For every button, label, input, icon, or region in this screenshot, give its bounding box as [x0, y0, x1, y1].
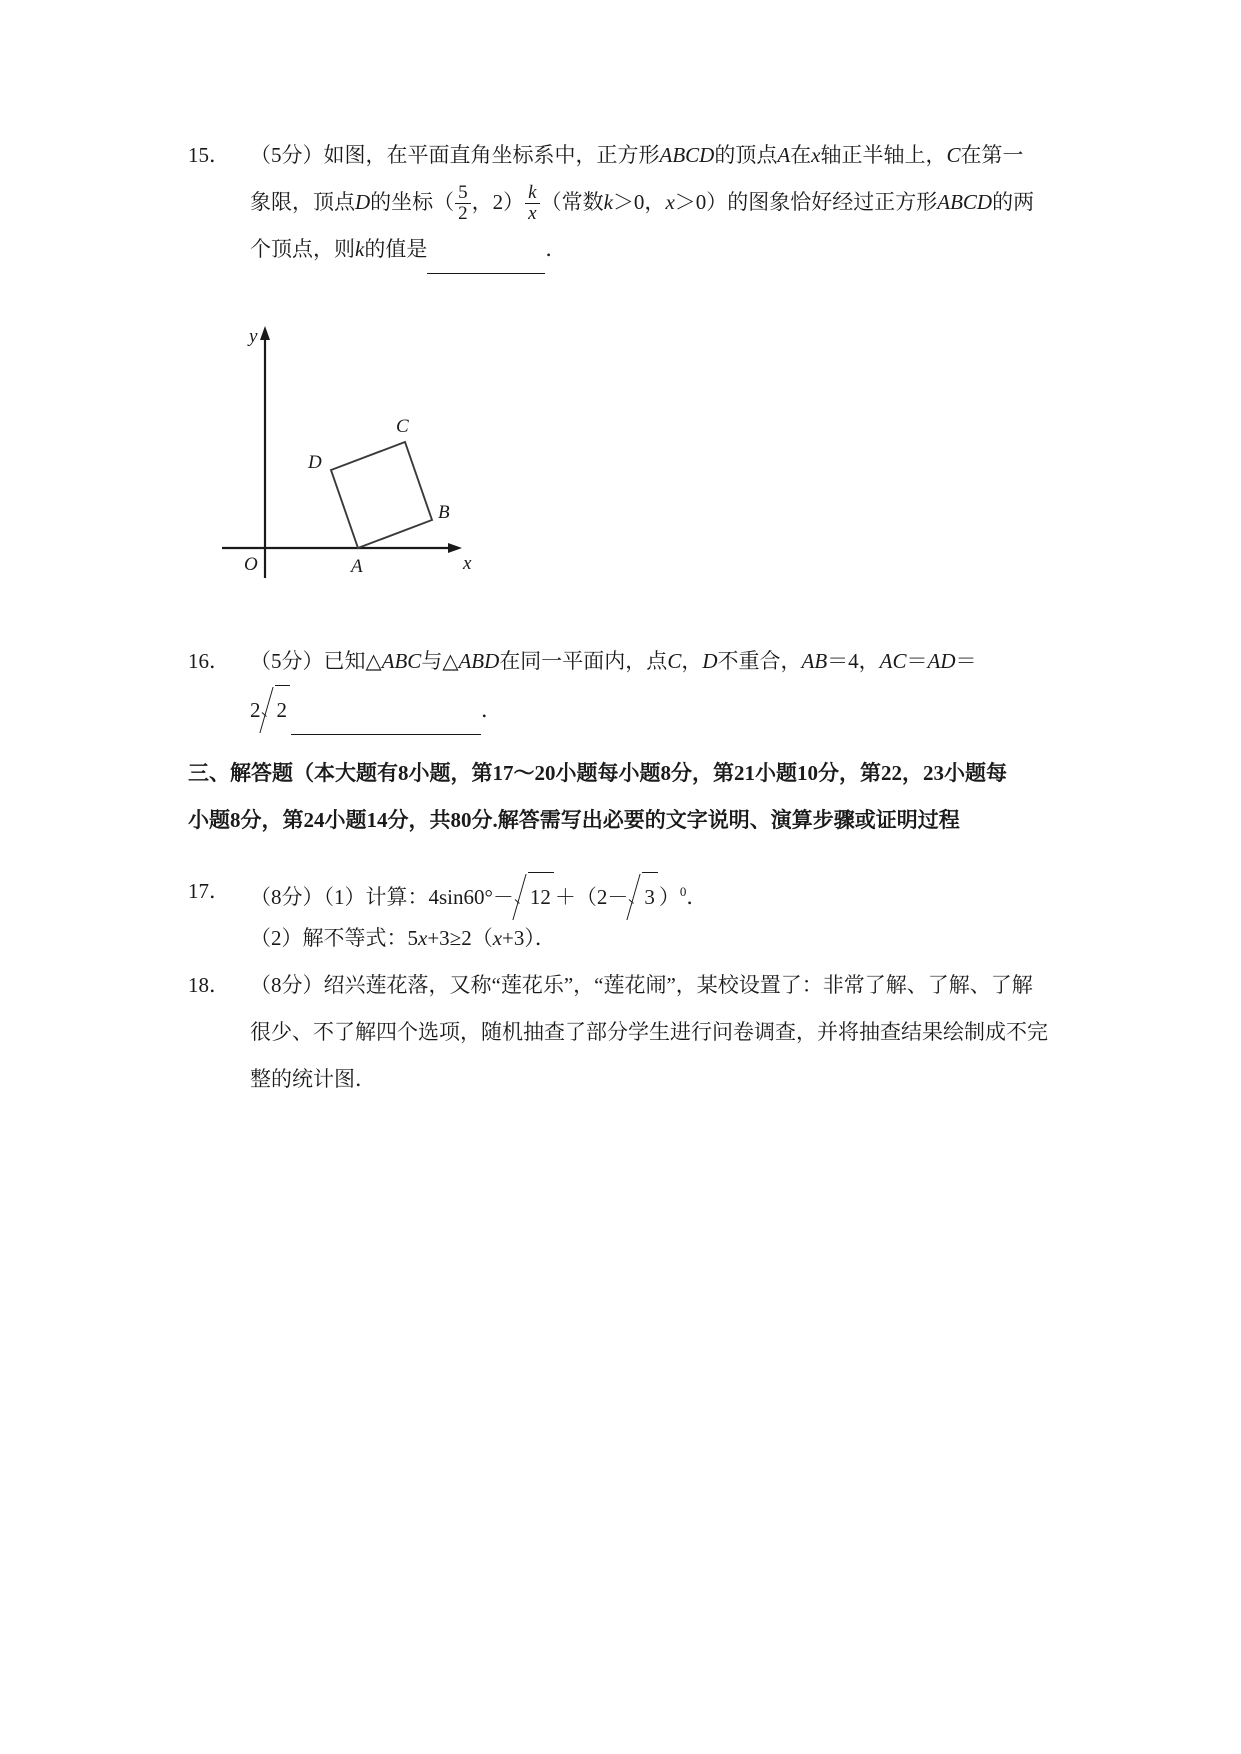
question-17-line-1 — [250, 868, 1068, 915]
q17-sqrt3-radicand: 3 — [642, 872, 658, 921]
label-vertex-a: A — [351, 556, 363, 577]
q15-fraction-five-halves — [455, 183, 471, 224]
q17-text-1c: ） — [658, 885, 680, 909]
label-axis-x: x — [463, 553, 472, 574]
q15-text-1d: 轴正半轴上， — [820, 143, 947, 167]
q15-fraction-k-over-x — [525, 183, 539, 224]
question-17-number: 17． — [188, 879, 230, 903]
q15-text-1c: 在 — [790, 143, 812, 167]
q17-var-x2: x — [492, 926, 503, 950]
question-16-number: 16． — [188, 649, 230, 673]
label-vertex-b: B — [438, 502, 450, 523]
q15-text-2e: ＞0， — [612, 190, 666, 214]
question-16-line-1 — [250, 638, 1068, 685]
question-18-line-1: （8分）绍兴莲花落，又称“莲花乐”，“莲花闹”，某校设置了：非常了解、了解、了解 — [250, 973, 1033, 997]
section-3-heading — [188, 750, 1068, 844]
q16-var-ab: AB — [801, 649, 828, 673]
question-15-body — [250, 132, 1068, 273]
q17-text-1d: ． — [686, 885, 708, 909]
question-16-line-2 — [250, 685, 1068, 732]
q15-frac-numerator: 5 — [455, 183, 471, 204]
question-18-line-2: 很少、不了解四个选项，随机抽查了部分学生进行问卷调查，并将抽查结果绘制成不完 — [250, 1020, 1048, 1044]
q17-text-1a: （8分）（1）计算：4sin60°－ — [250, 885, 514, 909]
q15-text-3a: 个顶点，则 — [250, 237, 355, 261]
q16-var-ad: AD — [927, 649, 956, 673]
q15-text-2c: ，2） — [471, 190, 525, 214]
label-vertex-c: C — [396, 416, 409, 437]
question-18-body — [250, 962, 1068, 1103]
question-17-line-2 — [250, 915, 1068, 962]
q17-text-2a: （2）解不等式：5 — [250, 926, 418, 950]
q16-answer-blank[interactable] — [291, 687, 481, 735]
question-15-line-2 — [250, 179, 1068, 226]
q15-kfrac-denominator: x — [528, 202, 537, 224]
q15-text-1a: （5分）如图，在平面直角坐标系中，正方形 — [250, 143, 660, 167]
square-abcd — [331, 442, 432, 548]
question-17-body — [250, 868, 1068, 962]
question-16 — [188, 638, 1068, 732]
q15-var-x: x — [811, 143, 821, 167]
question-16-body — [250, 638, 1068, 732]
q15-text-2d: （常数 — [540, 190, 604, 214]
q15-text-2f: ＞0）的图象恰好经过正方形 — [674, 190, 938, 214]
q17-exponent-zero: 0 — [679, 884, 687, 899]
label-origin: O — [244, 554, 258, 575]
q15-var-a: A — [777, 143, 791, 167]
label-vertex-d: D — [308, 452, 322, 473]
q17-sqrt-3 — [629, 872, 658, 921]
q16-text-1f: ＝4， — [827, 649, 880, 673]
q16-text-1e: 不重合， — [717, 649, 802, 673]
question-15-line-3 — [250, 226, 1068, 273]
q16-text-1b: 与△ — [421, 649, 459, 673]
q15-frac-denominator: 2 — [458, 202, 468, 224]
q16-text-1c: 在同一平面内，点 — [499, 649, 668, 673]
q15-var-d: D — [355, 190, 371, 214]
q16-var-c: C — [667, 649, 682, 673]
q15-text-2g: 的两 — [992, 190, 1035, 214]
q15-answer-blank[interactable] — [427, 226, 545, 274]
question-15-number: 15． — [188, 143, 230, 167]
q15-text-1b: 的顶点 — [714, 143, 778, 167]
q17-text-1b: ＋（2－ — [554, 885, 629, 909]
q17-sqrt12-radicand: 12 — [528, 872, 554, 921]
section-3-line-1: 三、解答题（本大题有8小题，第17～20小题每小题8分，第21小题10分，第22，23小题每 — [188, 761, 1007, 785]
q16-text-1g: ＝ — [906, 649, 928, 673]
q16-var-abd: ABD — [458, 649, 500, 673]
q15-kfrac-numerator: k — [525, 183, 539, 204]
q16-sqrt-radicand: 2 — [275, 685, 291, 734]
q17-text-2b: +3≥2（ — [427, 926, 493, 950]
q16-radical-coefficient: 2 — [250, 698, 261, 722]
q16-var-d: D — [702, 649, 718, 673]
q15-text-3b: 的值是 — [364, 237, 428, 261]
q16-text-1h: ＝ — [955, 649, 977, 673]
question-18-line-3: 整的统计图． — [250, 1067, 376, 1091]
q15-var-c: C — [946, 143, 961, 167]
q15-var-abcd2: ABCD — [937, 190, 993, 214]
q15-text-1e: 在第一 — [960, 143, 1024, 167]
label-axis-y: y — [249, 326, 258, 347]
y-axis-arrow — [260, 326, 270, 340]
q16-text-1a: （5分）已知△ — [250, 649, 382, 673]
q15-var-k3: k — [355, 237, 365, 261]
q15-var-x2: x — [665, 190, 675, 214]
question-15-figure — [200, 320, 520, 590]
question-15-line-1 — [250, 132, 1068, 179]
question-18-number: 18． — [188, 973, 230, 997]
x-axis-arrow — [448, 543, 462, 553]
section-3-line-2: 小题8分，第24小题14分，共80分.解答需写出必要的文字说明、演算步骤或证明过程 — [188, 808, 960, 832]
question-15 — [188, 132, 1068, 273]
question-17 — [188, 868, 1068, 962]
q15-text-2a: 象限，顶点 — [250, 190, 355, 214]
q17-sqrt-12 — [515, 872, 554, 921]
question-18 — [188, 962, 1068, 1103]
q16-var-abc: ABC — [381, 649, 422, 673]
q16-var-ac: AC — [879, 649, 907, 673]
q15-text-3c: ． — [545, 237, 567, 261]
q16-sqrt — [262, 685, 291, 734]
q17-text-2c: +3）． — [502, 926, 556, 950]
q15-var-abcd: ABCD — [659, 143, 715, 167]
q16-text-2end: ． — [481, 698, 502, 722]
q15-text-2b: 的坐标（ — [370, 190, 455, 214]
q15-var-k2: k — [603, 190, 613, 214]
q17-var-x1: x — [418, 926, 428, 950]
q16-text-1d: ， — [681, 649, 703, 673]
